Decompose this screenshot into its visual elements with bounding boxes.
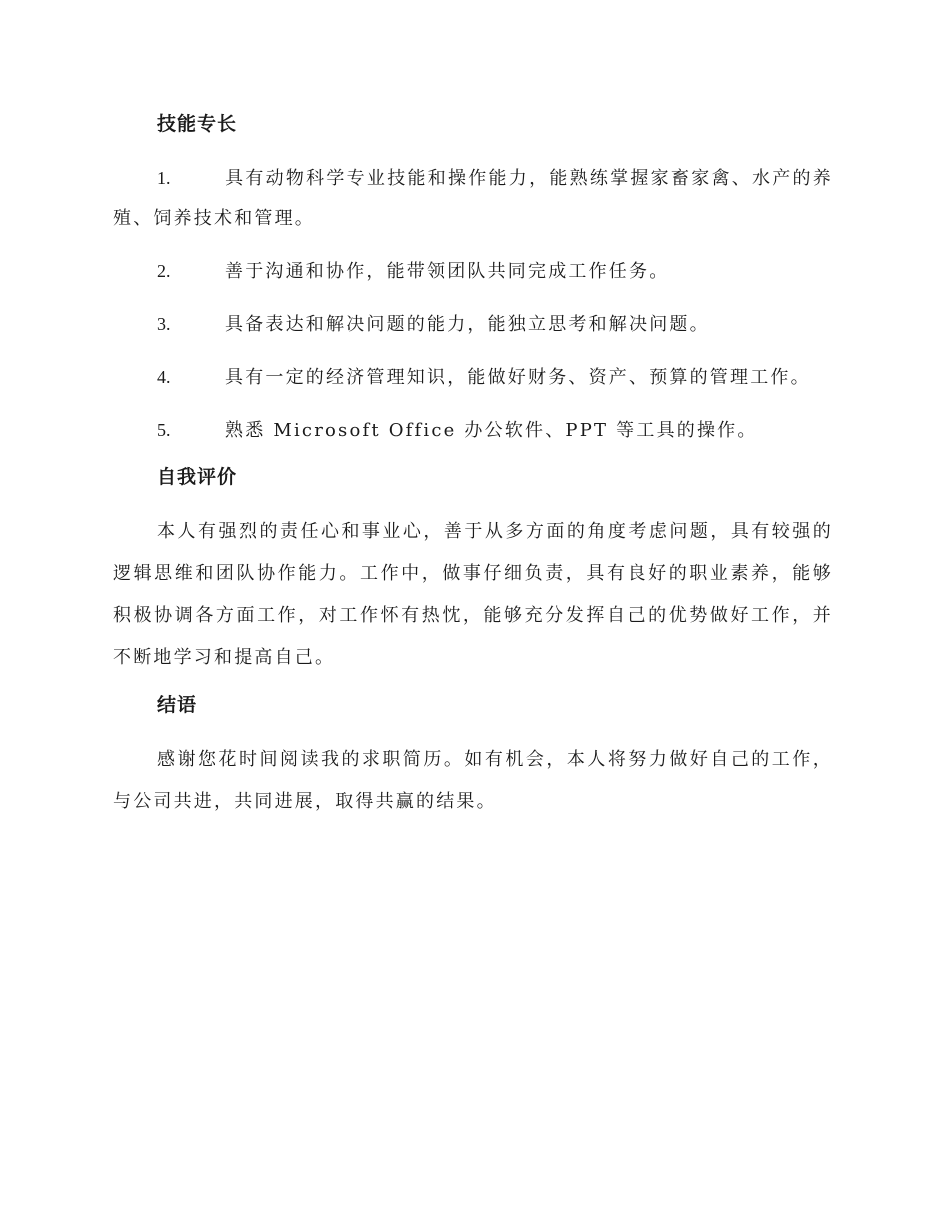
- skill-item: [113, 357, 833, 398]
- skill-item: [113, 410, 833, 451]
- skills-list: [113, 158, 833, 451]
- self-evaluation-heading: 自我评价: [157, 466, 238, 488]
- skill-item: [113, 304, 833, 345]
- skill-text: 熟悉 Microsoft Office 办公软件、PPT 等工具的操作。: [225, 420, 758, 441]
- skill-text: 具备表达和解决问题的能力，能独立思考和解决问题。: [225, 314, 710, 335]
- skill-number: 3.: [157, 314, 171, 334]
- skill-text: 善于沟通和协作，能带领团队共同完成工作任务。: [225, 261, 670, 282]
- skill-number: 1.: [157, 168, 171, 188]
- skill-number: 4.: [157, 367, 171, 387]
- skill-number: 2.: [157, 261, 171, 281]
- conclusion-heading: 结语: [157, 694, 198, 716]
- skill-item: [113, 158, 833, 239]
- skills-heading: 技能专长: [157, 113, 238, 135]
- document-content: [113, 110, 833, 835]
- self-evaluation-paragraph: 本人有强烈的责任心和事业心，善于从多方面的角度考虑问题，具有较强的逻辑思维和团队协作能力。工作中，做事仔细负责，具有良好的职业素养，能够积极协调各方面工作，对工作怀有热忱，能够充分发挥自己的优势做好工作，并不断地学习和提高自己。: [113, 521, 833, 668]
- skill-number: 5.: [157, 420, 171, 440]
- conclusion-paragraph: 感谢您花时间阅读我的求职简历。如有机会，本人将努力做好自己的工作，与公司共进，共同进展，取得共赢的结果。: [113, 749, 833, 812]
- skill-item: [113, 251, 833, 292]
- skill-text: 具有一定的经济管理知识，能做好财务、资产、预算的管理工作。: [225, 367, 811, 388]
- skill-text: 具有动物科学专业技能和操作能力，能熟练掌握家畜家禽、水产的养殖、饲养技术和管理。: [113, 168, 833, 229]
